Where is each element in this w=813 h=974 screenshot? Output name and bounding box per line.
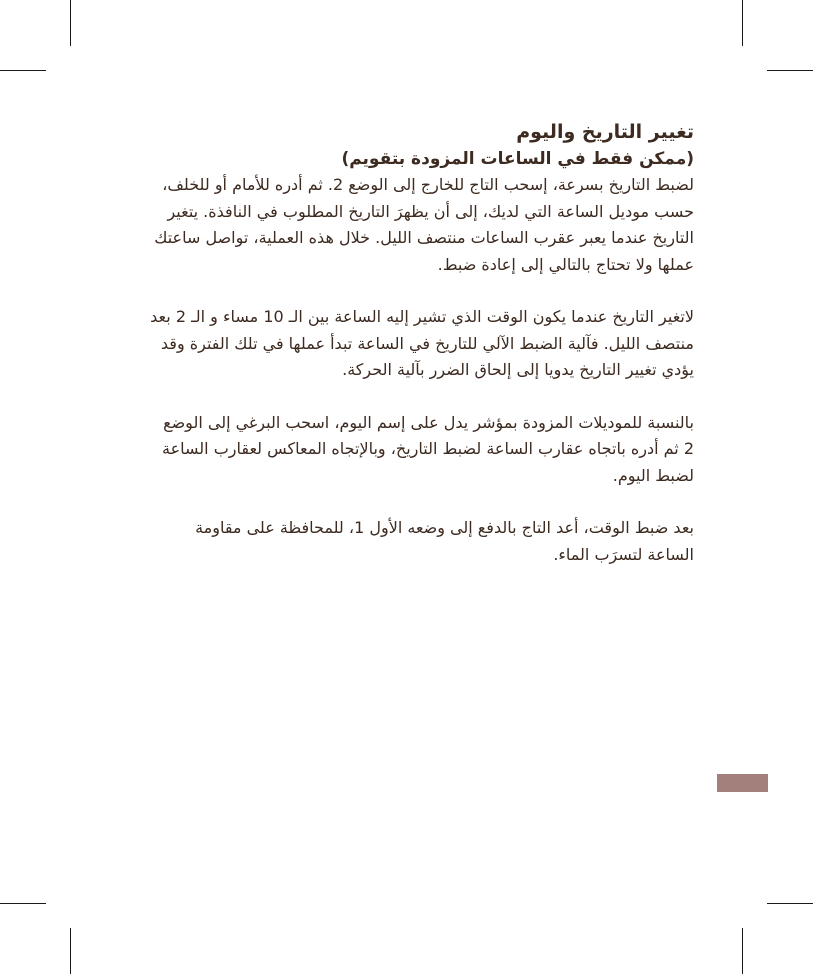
paragraph-day-indicator-models: بالنسبة للموديلات المزودة بمؤشر يدل على إسم اليوم، اسحب البرغي إلى الوضع 2 ثم أدره باتجاه عقارب الساعة لضبط التاريخ، وبالإتجاه المعاكس لعقارب الساعة لضبط اليوم. xyxy=(162,412,694,485)
crop-mark-bottom-left-vertical xyxy=(70,928,71,974)
crop-mark-top-right-horizontal xyxy=(767,70,813,71)
paragraph-water-resistance: بعد ضبط الوقت، أعد التاج بالدفع إلى وضعه الأول 1، للمحافظة على مقاومة الساعة لتسرَب الماء. xyxy=(195,518,694,564)
crop-mark-top-right-vertical xyxy=(742,0,743,46)
crop-mark-top-left-horizontal xyxy=(0,70,46,71)
crop-mark-bottom-right-horizontal xyxy=(767,903,813,904)
crop-mark-bottom-right-vertical xyxy=(742,928,743,974)
crop-mark-bottom-left-horizontal xyxy=(0,903,46,904)
page-content xyxy=(150,118,694,594)
crop-mark-top-left-vertical xyxy=(70,0,71,46)
page-tab-marker xyxy=(717,774,768,792)
section-title: تغيير التاريخ واليوم xyxy=(516,121,694,143)
section-subtitle: (ممكن فقط في الساعات المزودة بتقويم) xyxy=(341,149,694,169)
paragraph-date-change-warning: لاتغير التاريخ عندما يكون الوقت الذي تشير إليه الساعة بين الـ 10 مساء و الـ 2 بعد منتصف الليل. فآلية الضبط الآلي للتاريخ في الساعة تبدأ عملها في تلك الفترة وقد يؤدي تغيير التاريخ يدويا إلى إلحاق الضرر بآلية الحركة. xyxy=(150,307,694,379)
paragraph-quick-date-setting: لضبط التاريخ بسرعة، إسحب التاج للخارج إلى الوضع 2. ثم أدره للأمام أو للخلف، حسب موديل الساعة التي لديك، إلى أن يظهرَ التاريخ المطلوب في النافذة. يتغير التاريخ عندما يعبر عقرب الساعات منتصف الليل. خلال هذه العملية، تواصل ساعتك عملها ولا تحتاج بالتالي إلى إعادة ضبط. xyxy=(154,175,694,274)
